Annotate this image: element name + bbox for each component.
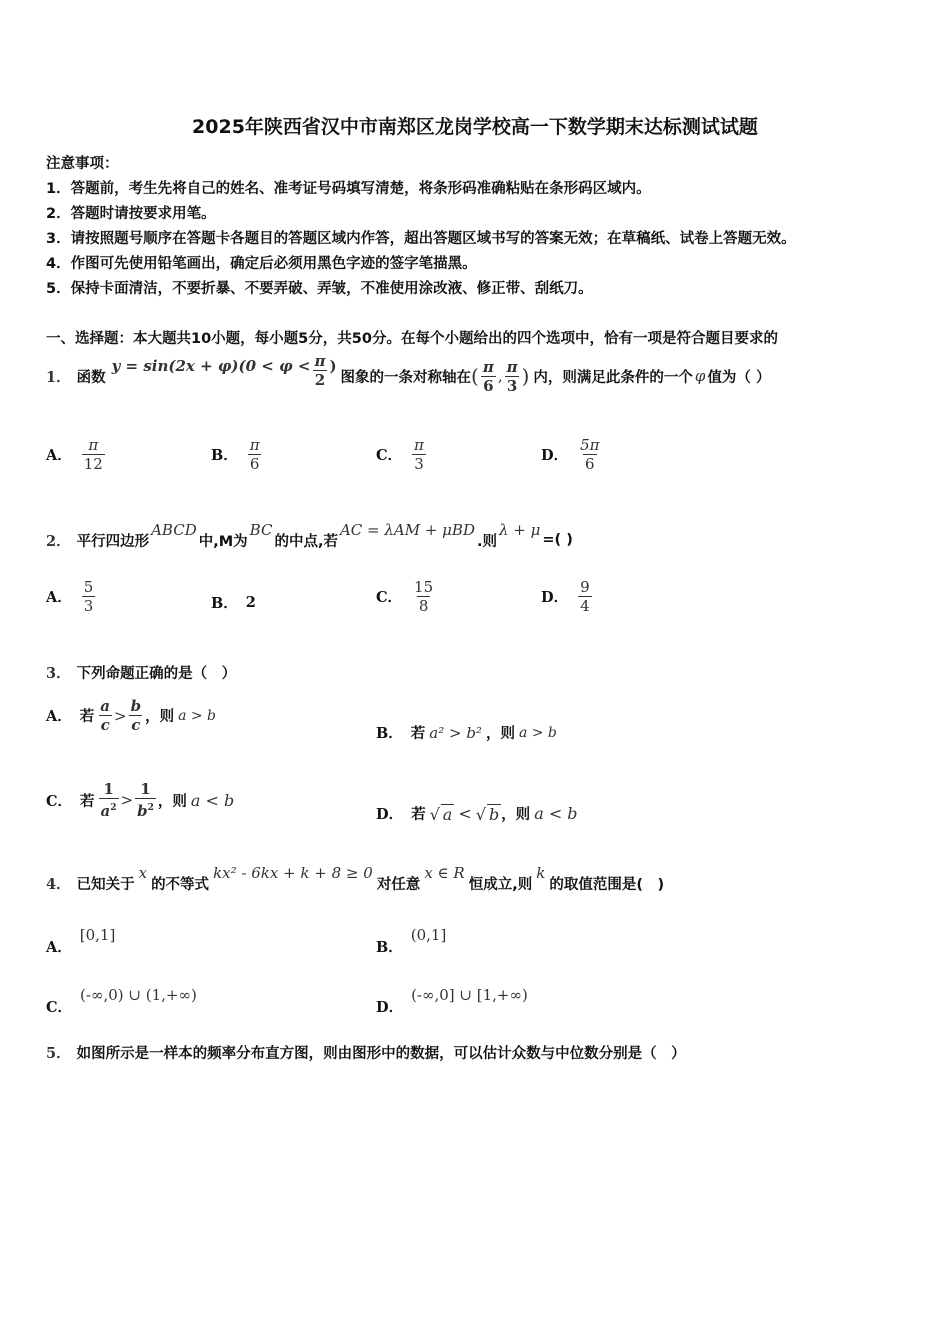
fraction-pi-over-6: $\frac{\pi}{6}$ xyxy=(482,357,494,395)
question-text: .则 xyxy=(476,533,497,550)
option-text: ，则 xyxy=(157,793,187,810)
option-fraction: $\frac{5}{3}$ xyxy=(83,578,94,615)
question-4 xyxy=(46,866,664,900)
notice-item-5: 5．保持卡面清洁，不要折暴、不要弄破、弄皱，不准使用涂改液、修正带、刮纸刀。 xyxy=(46,281,593,297)
question-text: 中,M为 xyxy=(198,533,248,550)
option-text: 若 xyxy=(79,709,95,725)
option-1A[interactable] xyxy=(46,436,107,473)
notice-heading: 注意事项： xyxy=(46,156,119,172)
fraction-1-over-b-squared: $\frac{1}{b^2}$ xyxy=(137,780,154,820)
option-result: a < b xyxy=(534,804,578,823)
option-3B[interactable] xyxy=(376,722,557,743)
question-text: 图象的一条对称轴在 xyxy=(340,369,472,386)
option-value: (-∞,0) ∪ (1,+∞) xyxy=(80,985,197,1004)
sqrt-a: √ a xyxy=(429,804,453,824)
option-2B[interactable] xyxy=(211,592,256,613)
option-label: A． xyxy=(46,447,72,464)
question-text: 下列命题正确的是（ ） xyxy=(76,666,237,682)
notice-item-4: 4．作图可先使用铅笔画出，确定后必须用黑色字迹的签字笔描黑。 xyxy=(46,256,477,272)
option-3D[interactable] xyxy=(376,803,578,824)
section-heading: 一、选择题：本大题共10小题，每小题5分，共50分。在每个小题给出的四个选项中，恰有一项是符合题目要求的 xyxy=(46,331,778,347)
notice-item-3: 3．请按照题号顺序在答题卡各题目的答题区域内作答，超出答题区域书写的答案无效；在草稿纸、试卷上答题无效。 xyxy=(46,231,796,247)
question-number: 3． xyxy=(46,665,71,682)
question-text: 的不等式 xyxy=(151,876,210,893)
option-label: A． xyxy=(46,939,72,956)
option-label: D． xyxy=(541,447,569,464)
option-label: B． xyxy=(211,595,238,612)
interval-close: ) xyxy=(521,364,530,388)
greater-than: > xyxy=(114,706,127,725)
question-text: =( ) xyxy=(542,532,573,548)
option-4A[interactable] xyxy=(46,924,116,956)
fraction-pi-over-3: $\frac{\pi}{3}$ xyxy=(506,357,518,395)
question-text: 的取值范围是( ) xyxy=(549,876,665,893)
option-label: C． xyxy=(46,999,73,1016)
option-result: a > b xyxy=(178,707,217,724)
fraction-pi-over-2: $\frac{\pi}{2}$ xyxy=(314,351,326,389)
math-vector-equation: AC = λAM + μBD xyxy=(339,521,475,539)
option-label: C． xyxy=(376,589,403,606)
option-4D[interactable] xyxy=(376,984,528,1016)
option-value: [0,1] xyxy=(79,925,116,944)
question-number: 4． xyxy=(46,875,71,893)
question-text: 平行四边形 xyxy=(76,533,150,550)
option-label: B． xyxy=(211,447,238,464)
notice-item-2: 2．答题时请按要求用笔。 xyxy=(46,206,216,222)
comma: , xyxy=(497,367,503,385)
option-2A[interactable] xyxy=(46,578,97,615)
question-number: 1． xyxy=(46,368,71,386)
math-x: x xyxy=(138,864,148,882)
notice-item-1: 1．答题前，考生先将自己的姓名、准考证号码填写清楚，将条形码准确粘贴在条形码区域内。 xyxy=(46,181,651,197)
math-phi: φ xyxy=(694,367,706,385)
question-text: 如图所示是一样本的频率分布直方图，则由图形中的数据，可以估计众数与中位数分别是（ ） xyxy=(76,1046,686,1062)
option-condition: a² > b² xyxy=(429,723,482,742)
math-lambda-plus-mu: λ + μ xyxy=(499,521,541,539)
option-2D[interactable] xyxy=(541,578,594,615)
math-abcd: ABCD xyxy=(151,521,197,539)
option-text: ，则 xyxy=(485,726,515,742)
option-2C[interactable] xyxy=(376,578,437,615)
question-1 xyxy=(46,351,771,398)
option-text: ，则 xyxy=(145,709,175,725)
question-number: 2． xyxy=(46,532,71,550)
math-x-in-r: x ∈ R xyxy=(424,864,465,882)
option-label: A． xyxy=(46,589,72,606)
option-label: C． xyxy=(46,792,73,810)
option-fraction: $\frac{\pi}{3}$ xyxy=(414,436,424,473)
option-value: 2 xyxy=(245,594,256,611)
fraction-1-over-a-squared: $\frac{1}{a^2}$ xyxy=(100,780,117,820)
option-text: 若 xyxy=(410,726,426,742)
less-than: < xyxy=(458,804,472,823)
option-label: D． xyxy=(541,589,569,606)
question-text: 已知关于 xyxy=(76,876,135,893)
question-text: 的中点,若 xyxy=(274,533,338,550)
option-label: D． xyxy=(376,999,404,1016)
option-fraction: $\frac{9}{4}$ xyxy=(580,578,590,615)
option-1D[interactable] xyxy=(541,436,603,473)
option-label: B． xyxy=(376,939,403,956)
option-text: 若 xyxy=(411,807,426,823)
option-1C[interactable] xyxy=(376,436,428,473)
option-value: (-∞,0] ∪ [1,+∞) xyxy=(411,985,528,1004)
question-3 xyxy=(46,662,236,683)
question-5 xyxy=(46,1042,686,1063)
question-text: 函数 xyxy=(76,369,106,386)
option-result: a > b xyxy=(518,724,557,741)
option-value: (0,1] xyxy=(410,925,447,944)
option-result: a < b xyxy=(190,790,235,810)
fraction-b-over-c: $\frac{b}{c}$ xyxy=(130,697,142,734)
math-bc: BC xyxy=(249,521,273,539)
question-number: 5． xyxy=(46,1045,71,1062)
option-text: 若 xyxy=(80,793,95,810)
option-text: ，则 xyxy=(501,807,531,823)
math-inequality: kx² - 6kx + k + 8 ≥ 0 xyxy=(213,864,373,882)
interval-open: ( xyxy=(471,364,479,388)
fraction-a-over-c: $\frac{a}{c}$ xyxy=(100,697,110,734)
question-text: 对任意 xyxy=(376,876,421,893)
option-fraction: $\frac{\pi}{6}$ xyxy=(249,436,260,473)
question-text: 内，则满足此条件的一个 xyxy=(533,369,693,386)
option-label: C． xyxy=(376,447,403,464)
option-fraction: $\frac{\pi}{12}$ xyxy=(83,436,103,473)
question-2 xyxy=(46,522,573,558)
option-4C[interactable] xyxy=(46,984,197,1016)
math-k: k xyxy=(536,864,546,882)
option-fraction: $\frac{15}{8}$ xyxy=(414,578,434,615)
option-label: A． xyxy=(46,708,72,725)
option-3C[interactable] xyxy=(46,780,234,820)
option-fraction: $\frac{5\pi}{6}$ xyxy=(580,436,600,473)
page-title: 2025年陕西省汉中市南郑区龙岗学校高一下数学期末达标测试试题 xyxy=(192,116,758,138)
question-text: 恒成立,则 xyxy=(468,876,533,893)
option-1B[interactable] xyxy=(211,436,264,473)
option-3A[interactable] xyxy=(46,697,216,734)
option-label: B． xyxy=(376,725,403,742)
paren-close: ) xyxy=(329,357,337,375)
question-text: 值为（ ） xyxy=(707,369,771,386)
math-expression: y = sin(2x + φ)(0 < φ < xyxy=(111,357,311,375)
option-4B[interactable] xyxy=(376,924,447,956)
sqrt-b: √ b xyxy=(475,804,500,824)
greater-than: > xyxy=(120,791,134,809)
option-label: D． xyxy=(376,806,404,823)
